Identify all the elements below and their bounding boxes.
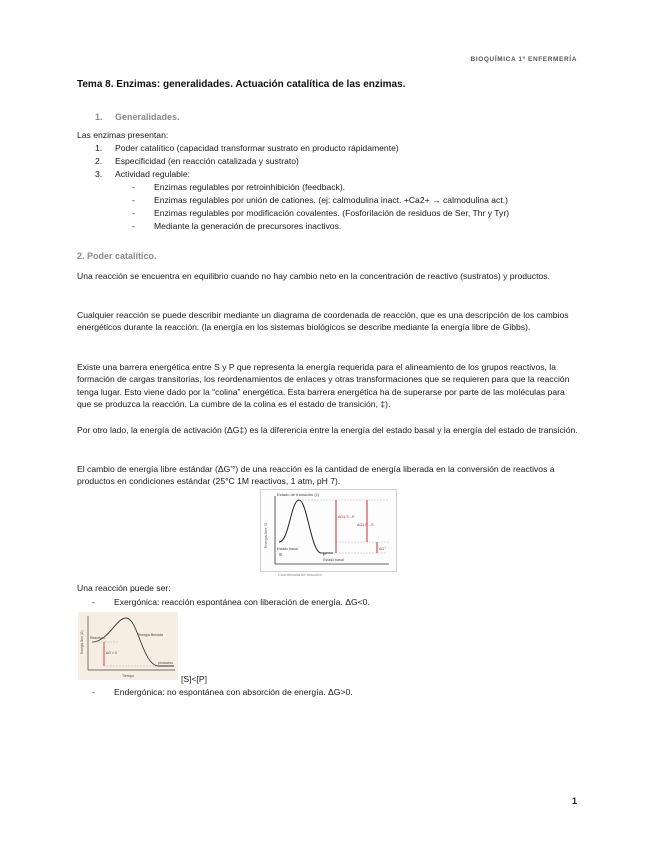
time-axis-label: Tiempo — [122, 674, 134, 678]
section-1-title: Generalidades. — [115, 112, 180, 122]
delta-g-negative-label: ΔG < 0 — [106, 651, 117, 655]
exergonic-diagram — [78, 612, 178, 680]
paragraph-equilibrium: Una reacción se encuentra en equilibrio cuando no hay cambio neto en la concentración de reactivo (sustratos) y productos. — [77, 271, 550, 281]
activation-energy-label-1: ΔG‡ S→P — [338, 515, 355, 519]
figure-1-caption: Coordenada de reacción — [278, 572, 322, 577]
free-energy-axis-label-2: Energía libre (G) — [80, 630, 84, 654]
reaction-coordinate-diagram — [261, 490, 396, 571]
product-letter: P — [323, 552, 327, 557]
exergonic-figure — [78, 612, 178, 680]
sub-list-item: - Mediante la generación de precursores inactivos. — [132, 221, 342, 231]
concentration-relation: [S]<[P] — [181, 674, 208, 684]
paragraph-standard-free-energy: El cambio de energía libre estándar (ΔG'°) de una reacción es la cantidad de energía liberada en la conversión de reactivos a productos en condiciones estándar (25°C 1M reactivos, 1 atm, pH 7). — [77, 464, 555, 487]
sub-list-item: - Enzimas regulables por modificación covalentes. (Fosforilación de residuos de Ser, Thr y Tyr) — [132, 208, 510, 218]
page-number: 1 — [571, 796, 577, 806]
energy-released-label: Energía liberada — [138, 633, 163, 637]
standard-free-energy-label: ΔG'° — [379, 547, 387, 551]
list-item-exergonic: - Exergónica: reacción espontánea con liberación de energía. ΔG<0. — [92, 597, 370, 607]
section-1-intro: Las enzimas presentan: — [77, 130, 169, 140]
reactants-label: Reactivos — [90, 636, 105, 640]
free-energy-axis-label: Energía libre, G — [264, 522, 268, 548]
course-header: BIOQUÍMICA 1º ENFERMERÍA — [470, 56, 577, 63]
paragraph-reaction-diagram: Cualquier reacción se puede describir mediante un diagrama de coordenada de reacción, que es una descripción de los cambios energéticos durante la reacción. (la energía en los sistemas biológicos se describe mediante la energía libre de Gibbs). — [77, 310, 569, 333]
paragraph-energy-barrier: Existe una barrera energética entre S y P que representa la energía requerida para el alineamiento de los grupos reactivos, la formación de cargas transitorias, los reordenamientos de enlaces y otras transformaciones que se requieren para que la reacción tenga lugar. Esto viene dado por la “colina” energética. Esta barrera energética ha de superarse por parte de las moléculas para que se produzca la reacción. La cumbre de la colina es el estado de transición, ‡). — [77, 362, 570, 409]
activation-energy-label-2: ΔG‡ P→S — [357, 523, 374, 527]
document-title: Tema 8. Enzimas: generalidades. Actuación catalítica de las enzimas. — [77, 79, 406, 90]
section-2-heading: 2. Poder catalítico. — [77, 251, 157, 261]
section-1-heading — [95, 112, 180, 122]
section-1-number: 1. — [95, 112, 103, 122]
reaction-coordinate-figure — [260, 489, 397, 572]
list-item: 1. Poder catalítico (capacidad transformar sustrato en producto rápidamente) — [95, 143, 399, 153]
list-item-endergonic: - Endergónica: no espontánea con absorción de energía. ΔG>0. — [92, 687, 353, 697]
substrate-letter: S — [279, 552, 283, 557]
list-item: 3. Actividad regulable: — [95, 169, 191, 179]
sub-list-item: - Enzimas regulables por unión de cationes. (ej: calmodulina inact. +Ca2+ → calmodulina act.) — [132, 195, 508, 205]
products-label: productos — [158, 661, 173, 665]
paragraph-activation-energy: Por otro lado, la energía de activación (ΔG‡) es la diferencia entre la energía del estado basal y la energía del estado de transición. — [77, 425, 578, 435]
transition-state-label: Estado de transición (‡) — [277, 492, 320, 497]
product-ground-state-label: Estado basal — [323, 558, 344, 562]
sub-list-item: - Enzimas regulables por retroinhibición (feedback). — [132, 182, 346, 192]
substrate-ground-state-label: Estado basal — [277, 547, 298, 551]
list-item: 2. Especificidad (en reacción catalizada y sustrato) — [95, 156, 299, 166]
reaction-types-intro: Una reacción puede ser: — [77, 583, 171, 593]
